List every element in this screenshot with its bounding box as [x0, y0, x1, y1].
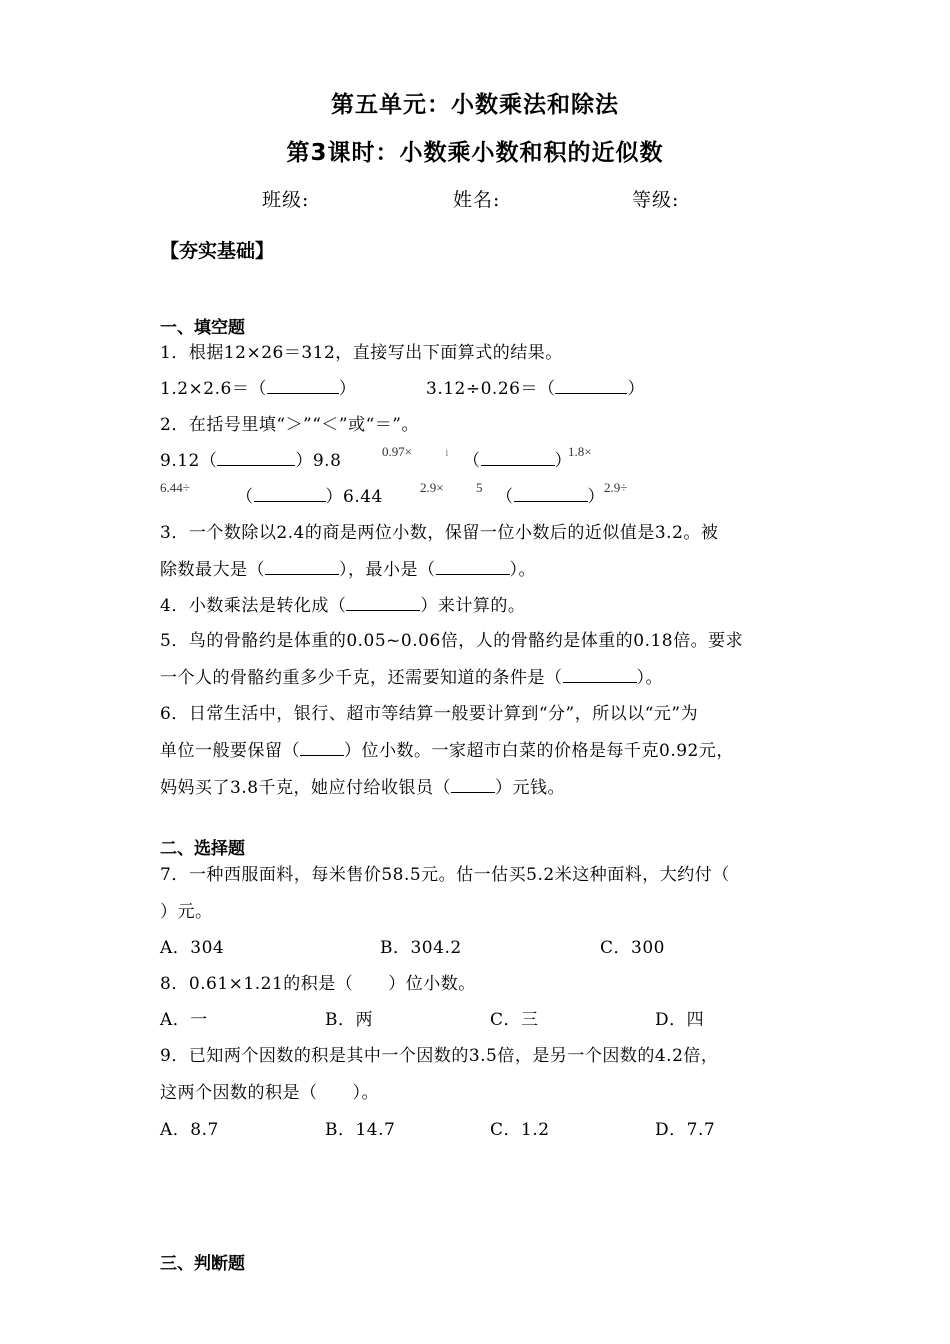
q2-text: 2．在括号里填“＞”“＜”或“＝”。: [160, 415, 419, 435]
q2-row2-b: [496, 482, 605, 507]
q1-b-label: 3.12÷0.26＝（: [426, 379, 556, 399]
q2-r2a-right: ）6.44: [325, 487, 383, 507]
q1-item-b: [426, 374, 645, 399]
q5-line1: 5．鸟的骨骼约是体重的0.05~0.06倍，人的骨骼约是体重的0.18倍。要求: [160, 631, 744, 651]
q9-option-d[interactable]: D．7.7: [655, 1120, 716, 1140]
q6-label-a: 单位一般要保留（: [160, 741, 300, 761]
q2-row2-a: [236, 482, 383, 507]
q8-option-d[interactable]: D．四: [655, 1010, 705, 1030]
lesson-title: 第3课时：小数乘小数和积的近似数: [286, 140, 664, 166]
paren-close: ）: [587, 487, 605, 507]
q2-r2b-right: 2.9÷: [604, 480, 628, 495]
q6-line1: 6．日常生活中，银行、超市等结算一般要计算到“分”，所以以“元”为: [160, 704, 699, 724]
q6-label-b: ）位小数。一家超市白菜的价格是每千克0.92元，: [344, 741, 734, 761]
answer-blank[interactable]: [254, 487, 326, 502]
q6-label-c: 妈妈买了3.8千克，她应付给收银员（: [160, 778, 452, 798]
class-label: 班级:: [262, 189, 310, 211]
q4-label: 4．小数乘法是转化成（: [160, 596, 347, 616]
q9-option-c[interactable]: C．1.2: [490, 1120, 550, 1140]
q7-option-b[interactable]: B．304.2: [380, 938, 462, 958]
answer-blank[interactable]: [555, 379, 627, 394]
q1-item-a: [160, 374, 356, 399]
q2-row1-b: [463, 446, 572, 471]
q2-row1-a: [160, 446, 341, 471]
answer-blank[interactable]: [514, 487, 588, 502]
q4-line: [160, 591, 525, 616]
q2-r1b-left: 0.97×: [382, 444, 413, 459]
section-foundation: 【夯实基础】: [160, 240, 275, 262]
q2-r2a-left: 6.44÷: [160, 480, 190, 495]
paren-open: （: [236, 487, 254, 507]
q2-r1a-left: 9.12（: [160, 451, 218, 471]
answer-blank[interactable]: [563, 668, 637, 683]
paren-open: （: [463, 451, 481, 471]
answer-blank[interactable]: [436, 560, 510, 575]
paren-close: ）: [338, 379, 357, 399]
q7-line1: 7．一种西服面料，每米售价58.5元。估一估买5.2米这种面料，大约付（: [160, 865, 730, 885]
q5-label: 一个人的骨骼约重多少千克，还需要知道的条件是（: [160, 668, 563, 688]
page-title: 第五单元：小数乘法和除法: [331, 92, 619, 118]
section-fill-heading: 一、填空题: [160, 318, 245, 338]
q7-line2: ）元。: [160, 902, 213, 922]
answer-blank[interactable]: [481, 451, 555, 466]
answer-blank[interactable]: [346, 596, 420, 611]
q1-text: 1．根据12×26＝312，直接写出下面算式的结果。: [160, 343, 563, 363]
q9-option-a[interactable]: A．8.7: [160, 1120, 219, 1140]
q2-r2b-left: 2.9×: [420, 480, 444, 495]
q8-option-a[interactable]: A．一: [160, 1010, 208, 1030]
q5-line2: [160, 663, 663, 688]
q8-option-c[interactable]: C．三: [490, 1010, 539, 1030]
q6-line3: [160, 773, 565, 798]
q3-line2: [160, 555, 536, 580]
answer-blank[interactable]: [265, 560, 339, 575]
q4-end: ）来计算的。: [420, 596, 526, 616]
q2-r2b-five: 5: [476, 480, 483, 495]
q9-option-b[interactable]: B．14.7: [325, 1120, 396, 1140]
section-judge-heading: 三、判断题: [160, 1254, 245, 1274]
name-label: 姓名:: [453, 189, 501, 211]
q9-line1: 9．已知两个因数的积是其中一个因数的3.5倍，是另一个因数的4.2倍，: [160, 1046, 719, 1066]
q9-line2: 这两个因数的积是（ ）。: [160, 1083, 379, 1103]
q2-r1b-right: 1.8×: [568, 444, 592, 459]
answer-blank[interactable]: [451, 778, 495, 793]
grade-label: 等级:: [632, 189, 680, 211]
q8-line1: 8．0.61×1.21的积是（ ）位小数。: [160, 974, 476, 994]
q3-end: ）。: [509, 560, 536, 580]
q3-line1: 3．一个数除以2.4的商是两位小数，保留一位小数后的近似值是3.2。被: [160, 523, 719, 543]
answer-blank[interactable]: [267, 379, 339, 394]
section-choice-heading: 二、选择题: [160, 839, 245, 859]
q3-min-label: ），最小是（: [339, 560, 436, 580]
tick-mark: ı: [445, 444, 449, 459]
paren-close: ）: [554, 451, 572, 471]
q5-end: ）。: [636, 668, 663, 688]
answer-blank[interactable]: [300, 741, 344, 756]
q8-option-b[interactable]: B．两: [325, 1010, 373, 1030]
paren-open: （: [496, 487, 514, 507]
q1-a-label: 1.2×2.6＝（: [160, 379, 267, 399]
paren-close: ）: [627, 379, 645, 399]
q7-option-a[interactable]: A．304: [160, 938, 225, 958]
q6-end: ）元钱。: [495, 778, 566, 798]
q2-r1a-right: ）9.8: [295, 451, 342, 471]
q7-option-c[interactable]: C．300: [600, 938, 665, 958]
q3-max-label: 除数最大是（: [160, 560, 265, 580]
q6-line2: [160, 736, 734, 761]
answer-blank[interactable]: [217, 451, 295, 466]
